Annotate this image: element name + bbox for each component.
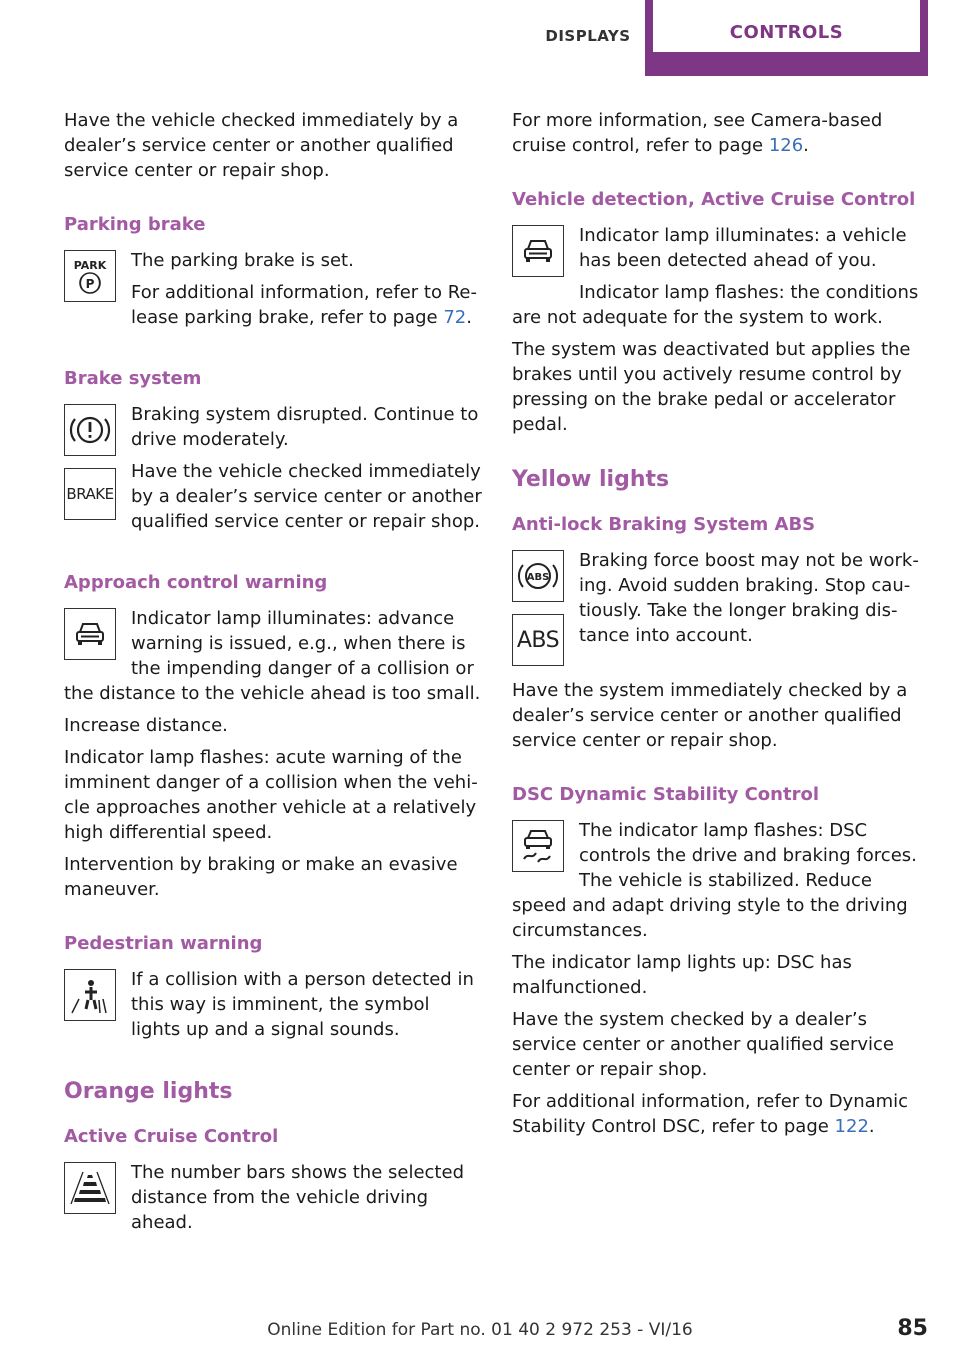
dsc-icon — [512, 820, 564, 872]
dsc-block — [512, 818, 930, 950]
approach-warning-block — [64, 606, 482, 713]
svg-text:PARK: PARK — [73, 259, 107, 272]
brake-system-text-2: Have the vehicle checked immediately by a dealer’s service center or another qualified service center or repair shop. — [131, 461, 482, 532]
header-tabs — [531, 0, 928, 76]
pedestrian-icon — [64, 969, 116, 1021]
active-cruise-block — [64, 1160, 482, 1242]
brake-warning-icon — [64, 404, 116, 456]
section-title-active-cruise: Active Cruise Control — [64, 1126, 279, 1147]
approach-warning-text-4: Intervention by braking or make an evasive maneuver. — [64, 854, 458, 900]
dsc-text-3: Have the system checked by a dealer’s service center or another qualified service center or repair shop. — [512, 1009, 894, 1080]
right-column — [512, 108, 930, 1146]
approach-warning-text-1: Indicator lamp illuminates: advance warning is issued, e.g., when there is the impending danger of a collision or the distance to the vehicle ahead is too small. — [64, 608, 481, 704]
active-cruise-text: The number bars shows the selected distance from the vehicle driving ahead. — [131, 1162, 464, 1233]
section-title-parking-brake: Parking brake — [64, 214, 206, 235]
distance-bars-icon — [64, 1162, 116, 1214]
section-title-dsc: DSC Dynamic Stability Control — [512, 784, 820, 805]
section-title-yellow-lights: Yellow lights — [512, 467, 670, 492]
car-front-icon — [512, 225, 564, 277]
section-title-vehicle-detection: Vehicle detection, Active Cruise Control — [512, 189, 916, 210]
vehicle-detection-block — [512, 223, 930, 337]
brake-system-text-1: Braking system disrupted. Continue to drive moderately. — [131, 404, 479, 450]
intro-text: Have the vehicle checked immediately by a dealer’s service center or another qualified service center or repair shop. — [64, 110, 459, 181]
page-link-122[interactable]: 122 — [834, 1116, 869, 1137]
parking-brake-text-2: For additional information, refer to Release parking brake, refer to page 72. — [131, 282, 477, 328]
section-title-approach-warning: Approach control warning — [64, 572, 328, 593]
approach-warning-text-2: Increase distance. — [64, 715, 228, 736]
vehicle-detection-text-2: Indicator lamp flashes: the conditions are not adequate for the system to work. — [512, 282, 919, 328]
abs-block — [512, 548, 930, 678]
section-title-brake-system: Brake system — [64, 368, 202, 389]
vehicle-detection-text-1: Indicator lamp illuminates: a vehicle has been detected ahead of you. — [579, 225, 907, 271]
svg-text:P: P — [85, 277, 95, 291]
abs-text-2: Have the system immediately checked by a dealer’s service center or another qualified service center or repair shop. — [512, 680, 908, 751]
parking-brake-text-1: The parking brake is set. — [131, 250, 354, 271]
page-link-126[interactable]: 126 — [768, 135, 804, 156]
page-link-72[interactable]: 72 — [443, 307, 467, 328]
svg-text:ABS: ABS — [526, 572, 550, 583]
section-title-pedestrian-warning: Pedestrian warning — [64, 933, 263, 954]
pedestrian-warning-block — [64, 967, 482, 1049]
dsc-text-2: The indicator lamp lights up: DSC has malfunctioned. — [512, 952, 852, 998]
page-number: 85 — [897, 1316, 928, 1341]
tab-controls[interactable] — [645, 0, 928, 76]
park-brake-icon — [64, 250, 116, 302]
parking-brake-block — [64, 248, 482, 337]
pedestrian-warning-text: If a collision with a person detected in this way is imminent, the symbol lights up and a signal sounds. — [131, 969, 474, 1040]
tab-controls-label: CONTROLS — [653, 0, 920, 52]
brake-system-block — [64, 402, 482, 541]
abs-text-1: Braking force boost may not be working. Avoid sudden braking. Stop cautiously. Take the longer braking distance into account. — [579, 550, 919, 646]
brake-text-icon: BRAKE — [64, 468, 116, 520]
car-front-icon — [64, 608, 116, 660]
camera-cruise-text: For more information, see Camera-based cruise control, refer to page 126. — [512, 110, 883, 156]
section-title-abs: Anti-lock Braking System ABS — [512, 514, 816, 535]
abs-text-icon: ABS — [512, 614, 564, 666]
footer-edition: Online Edition for Part no. 01 40 2 972 253 - VI/16 — [267, 1320, 693, 1340]
approach-warning-text-3: Indicator lamp flashes: acute warning of the imminent danger of a collision when the vehicle approaches another vehicle at a relatively high differential speed. — [64, 747, 478, 843]
section-title-orange-lights: Orange lights — [64, 1079, 233, 1104]
dsc-text-1: The indicator lamp flashes: DSC controls the drive and braking forces. The vehicle is stabilized. Reduce speed and adapt driving style to the driving circumstances. — [512, 820, 917, 941]
dsc-text-4: For additional information, refer to Dynamic Stability Control DSC, refer to page 122. — [512, 1091, 909, 1137]
abs-icon — [512, 550, 564, 602]
vehicle-detection-text-3: The system was deactivated but applies the brakes until you actively resume control by pressing on the brake pedal or accelerator pedal. — [512, 339, 911, 435]
tab-displays[interactable]: DISPLAYS — [545, 27, 631, 45]
left-column — [64, 108, 482, 1242]
